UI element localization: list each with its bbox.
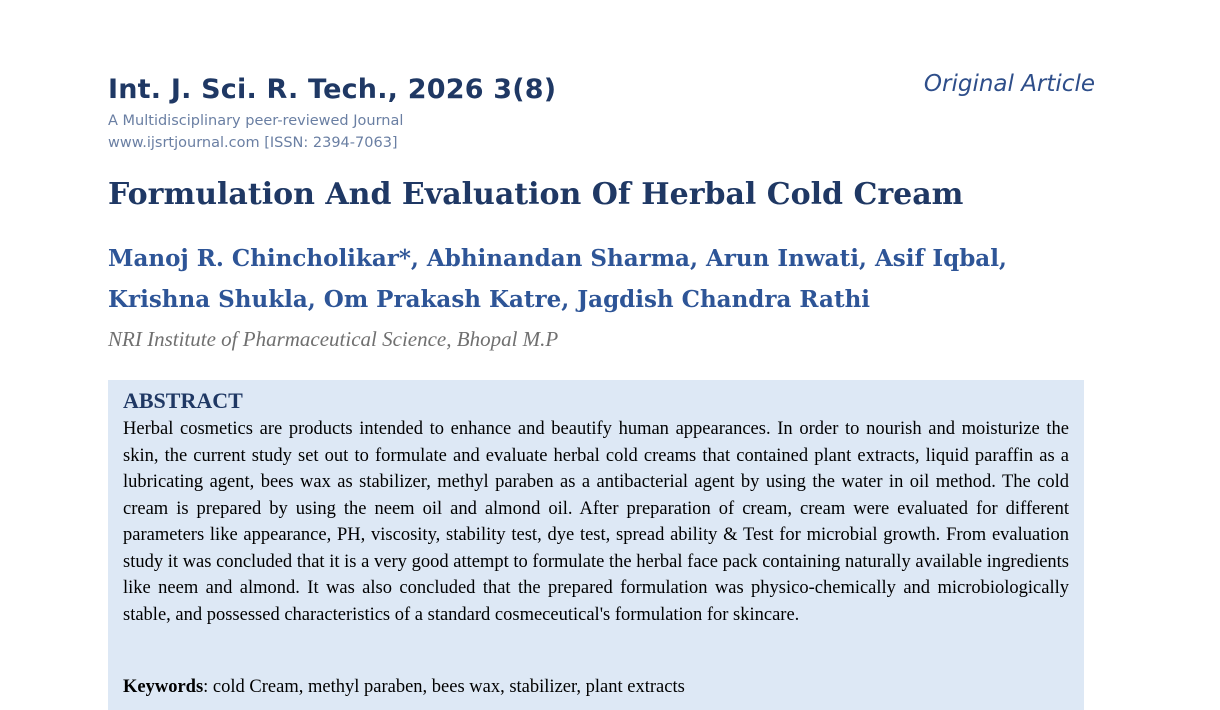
author-affiliation: NRI Institute of Pharmaceutical Science, Bhopal M.P [108,327,559,351]
paper-title: Formulation And Evaluation Of Herbal Cold Cream [108,177,964,212]
keywords-label: Keywords [123,677,204,697]
article-type-label: Original Article [923,71,1095,97]
abstract-heading: ABSTRACT [123,388,243,413]
journal-title: Int. J. Sci. R. Tech., 2026 3(8) [108,74,557,105]
keywords-text: : cold Cream, methyl paraben, bees wax, stabilizer, plant extracts [203,677,685,697]
abstract-section [108,380,1084,710]
journal-website: www.ijsrtjournal.com [ISSN: 2394-7063] [108,135,398,151]
journal-tagline: A Multidisciplinary peer-reviewed Journal [108,113,404,129]
author-list: Manoj R. Chincholikar*, Abhinandan Sharma, Arun Inwati, Asif Iqbal, Krishna Shukla, Om Prakash Katre, Jagdish Chandra Rathi [108,245,1007,313]
abstract-body: Herbal cosmetics are products intended to enhance and beautify human appearances. In order to nourish and moisturize the skin, the current study set out to formulate and evaluate herbal cold creams that contained plant extracts, liquid paraffin as a lubricating agent, bees wax as stabilizer, methyl paraben as a antibacterial agent by using the water in oil method. The cold cream is prepared by using the neem oil and almond oil. After preparation of cream, cream were evaluated for different parameters like appearance, PH, viscosity, stability test, dye test, spread ability & Test for microbial growth. From evaluation study it was concluded that it is a very good attempt to formulate the herbal face pack containing naturally available ingredients like neem and almond. It was also concluded that the prepared formulation was physico-chemically and microbiologically stable, and possessed characteristics of a standard cosmeceutical's formulation for skincare. [123,419,1069,625]
